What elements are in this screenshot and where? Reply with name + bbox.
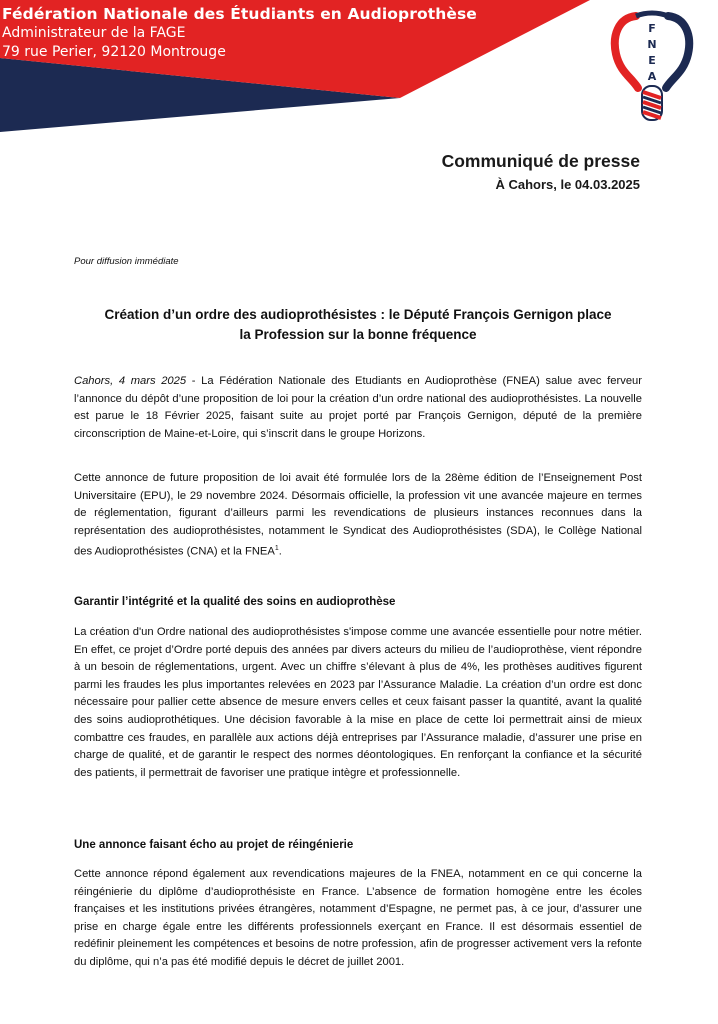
second-paragraph-end: . bbox=[278, 546, 282, 559]
organization-name: Fédération Nationale des Étudiants en Audioprothèse bbox=[2, 5, 477, 23]
logo-letter-a: A bbox=[647, 70, 657, 83]
fnea-logo-icon bbox=[606, 8, 698, 124]
logo-letter-e: E bbox=[648, 54, 656, 67]
organization-address: 79 rue Perier, 92120 Montrouge bbox=[2, 44, 226, 60]
second-paragraph-text: Cette annonce de future proposition de loi avait été formulée lors de la 28ème édition de l’Enseignement Post Universitaire (EPU), le 29 novembre 2024. Désormais officielle, la profession vit une avancée majeure en termes de réglementation, figurant d’ailleurs parmi les revendications de plusieurs instances reconnues dans la représentation des audioprothésistes, notamment le Syndicat des Audioprothésistes (SDA), le Collège National des Audioprothésistes (CNA) et la FNEA bbox=[74, 472, 642, 559]
intro-paragraph bbox=[74, 373, 642, 443]
organization-admin: Administrateur de la FAGE bbox=[2, 25, 186, 41]
press-release-date: À Cahors, le 04.03.2025 bbox=[495, 177, 640, 192]
release-note: Pour diffusion immédiate bbox=[74, 256, 179, 267]
headline-line-1: Création d’un ordre des audioprothésistes : le Député François Gernigon place bbox=[104, 307, 612, 322]
logo-letter-n: N bbox=[647, 38, 657, 51]
section-paragraph-reengineering: Cette annonce répond également aux revendications majeures de la FNEA, notamment en ce qui concerne la réingénierie du diplôme d’audioprothésiste en France. L’absence de formation homogène entre les écoles françaises et les institutions privées étrangères, notamment d’Espagne, ne permet pas, à ce jour, d’assurer une prise en charge égale entre les différents professionnels exerçant en France. Il est désormais essentiel de redéfinir pleinement les compétences et besoins de notre profession, afin de progresser activement vers la refonte du diplôme, qui n’a pas été modifié depuis le décret de juillet 2001. bbox=[74, 868, 642, 968]
press-release-title: Communiqué de presse bbox=[441, 151, 640, 171]
headline-line-2: la Profession sur la bonne fréquence bbox=[239, 327, 477, 342]
logo-letter-f: F bbox=[648, 22, 656, 35]
section-heading-integrity: Garantir l’intégrité et la qualité des soins en audioprothèse bbox=[74, 596, 396, 608]
intro-dateline: Cahors, 4 mars 2025 bbox=[74, 375, 187, 387]
footnote-marker: 1 bbox=[274, 545, 279, 553]
second-paragraph bbox=[74, 470, 642, 562]
section-heading-reengineering: Une annonce faisant écho au projet de réingénierie bbox=[74, 839, 354, 851]
section-paragraph-integrity: La création d'un Ordre national des audioprothésistes s'impose comme une avancée essentielle pour notre métier. En effet, ce projet d’Ordre porté depuis des années par divers acteurs du milieu de l’audioprothèse, vient répondre à un besoin de réglementations, urgent. Avec un chiffre s’élevant à plus de 4%, les prothèses auditives figurent parmi les fraudes les plus importantes relevées en 2023 par l’Assurance Maladie. La création d’un ordre est donc nécessaire pour pallier cette absence de mesure envers celles et ceux faisant passer la quantité, avant la qualité des soins audioprothétiques. Une décision favorable à la mise en place de cette loi permettrait ainsi de mieux combattre ces fraudes, en parallèle aux actions déjà entreprises par l’Assurance maladie, d’assurer une prise en charge de qualité, et de garantir le respect des normes déontologiques. En renforçant la confiance et la sécurité des patients, il permettrait de favoriser une pratique intègre et professionnelle. bbox=[74, 626, 642, 779]
headline bbox=[72, 305, 644, 345]
intro-text: - La Fédération Nationale des Etudiants en Audioprothèse (FNEA) salue avec ferveur l’annonce du dépôt d’une proposition de loi pour la création d’un ordre national des audioprothésistes. La nouvelle est parue le 18 Février 2025, faisant suite au projet porté par François Gernigon, député de la première circonscription de Maine-et-Loire, qui s’inscrit dans le groupe Horizons. bbox=[74, 375, 642, 440]
